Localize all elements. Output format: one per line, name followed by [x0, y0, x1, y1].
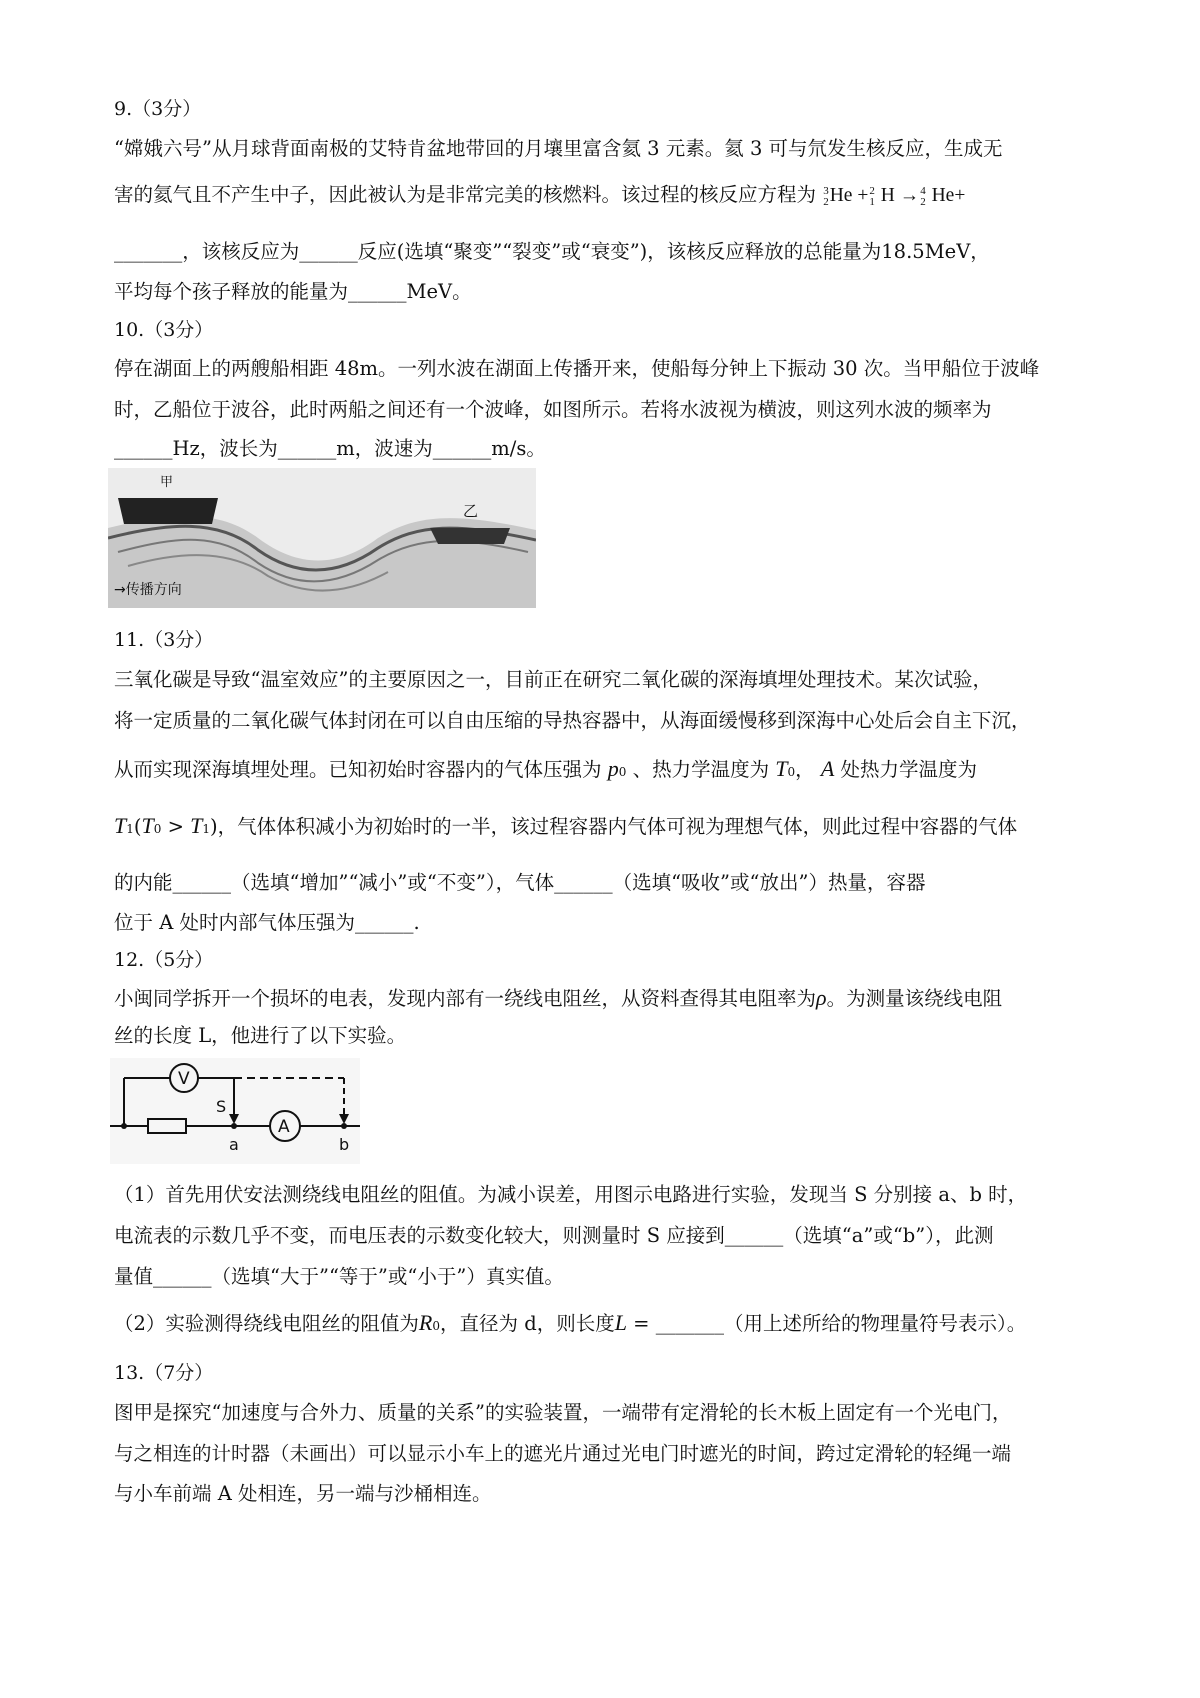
symbol-A: A	[820, 756, 835, 781]
eq-arrow: →	[899, 185, 920, 206]
q11-line-4	[114, 813, 1114, 842]
he3-mass-number: 3	[823, 184, 829, 197]
q11-line-5: 的内能______（选填“增加”“减小”或“不变”），气体______（选填“吸收”或“放出”）热量，容器	[114, 871, 926, 894]
q9-line-4: 平均每个孩子释放的能量为______MeV。	[114, 280, 472, 303]
boat-yi	[430, 528, 510, 544]
eq-plus-2: +	[954, 185, 966, 206]
q12-line-1-part-a: 小闽同学拆开一个损坏的电表，发现内部有一绕线电阻丝，从资料查得其电阻率为	[114, 987, 817, 1010]
he4-mass-number: 4	[920, 184, 926, 197]
h2-symbol: H	[880, 185, 895, 206]
point-a-label: a	[229, 1135, 239, 1154]
label-yi: 乙	[463, 502, 479, 520]
subscript-1: 1	[126, 822, 134, 836]
q11-line-1: 三氧化碳是导致“温室效应”的主要原因之一，目前正在研究二氧化碳的深海填埋处理技术。某次试验，	[114, 668, 992, 691]
switch-label: S	[216, 1097, 227, 1116]
he3-symbol: He	[829, 185, 853, 206]
q11-line-2: 将一定质量的二氧化碳气体封闭在可以自由压缩的导热容器中，从海面缓慢移到深海中心处后会自主下沉，	[114, 709, 1031, 732]
q9-line-3: _______，该核反应为______反应(选填“聚变”“裂变”或“衰变”)，该核反应释放的总能量为18.5MeV，	[114, 240, 990, 263]
subscript-0-R: 0	[432, 1319, 441, 1333]
symbol-p: p	[607, 756, 619, 781]
q12-part-1-line-2: 电流表的示数几乎不变，而电压表的示数变化较大，则测量时 S 应接到______（选填“a”或“b”），此测	[114, 1224, 994, 1247]
q12-line-1	[114, 985, 1114, 1012]
h2-charge-number: 1	[869, 195, 875, 208]
q12-part-1-line-3: 量值______（选填“大于”“等于”或“小于”）真实值。	[114, 1265, 564, 1288]
q12-part-2-b: ，直径为 d，则长度	[440, 1312, 615, 1335]
q9-line-1: “嫦娥六号”从月球背面南极的艾特肯盆地带回的月壤里富含氦 3 元素。氦 3 可与氘发生核反应，生成无	[114, 137, 1003, 160]
q11-line-3-part-a: 从而实现深海填埋处理。已知初始时容器内的气体压强为	[114, 758, 602, 781]
ammeter-label: A	[278, 1117, 290, 1137]
q12-part-1-line-1: （1）首先用伏安法测绕线电阻丝的阻值。为减小误差，用图示电路进行实验，发现当 S 分别接 a、b 时，	[114, 1183, 1028, 1206]
h2-mass-number: 2	[869, 184, 875, 197]
he4-symbol: He	[931, 185, 955, 206]
subscript-1-cond: 1	[202, 822, 211, 836]
label-propagation-direction: →传播方向	[114, 582, 182, 598]
paren-open: (	[133, 815, 142, 838]
q12-part-2-c: = _______（用上述所给的物理量符号表示）。	[626, 1312, 1027, 1335]
greater-than: >	[161, 815, 191, 838]
voltmeter-label: V	[178, 1069, 190, 1089]
q10-line-2: 时，乙船位于波谷，此时两船之间还有一个波峰，如图所示。若将水波视为横波，则这列水波的频率为	[114, 398, 992, 421]
q9-line-2-text: 害的氦气且不产生中子，因此被认为是非常完美的核燃料。该过程的核反应方程为	[114, 183, 817, 206]
water-wave-image	[108, 468, 536, 608]
symbol-rho: ρ	[816, 985, 827, 1010]
q12-line-2: 丝的长度 L，他进行了以下实验。	[114, 1024, 407, 1047]
symbol-R0: R	[418, 1310, 433, 1335]
q11-line-3	[114, 756, 1114, 785]
q11-line-4-text: ，气体体积减小为初始时的一半，该过程容器内气体可视为理想气体，则此过程中容器的气体	[217, 815, 1018, 838]
subscript-0-b: 0	[787, 765, 796, 779]
q9-line-2	[114, 182, 1114, 209]
q12-part-2	[114, 1310, 1114, 1339]
q12-part-2-a: （2）实验测得绕线电阻丝的阻值为	[114, 1312, 419, 1335]
q11-line-3-part-b: 、热力学温度为	[632, 758, 770, 781]
symbol-T1: T	[114, 813, 127, 838]
subscript-0: 0	[618, 765, 627, 779]
label-jia: 甲	[160, 475, 174, 490]
q13-header: 13.（7分）	[114, 1362, 214, 1384]
q9-header: 9.（3分）	[114, 98, 202, 120]
q11-line-3-part-d: 处热力学温度为	[840, 758, 978, 781]
circuit-svg	[110, 1058, 360, 1164]
circuit-diagram	[110, 1058, 360, 1164]
eq-plus: +	[857, 185, 869, 206]
q13-line-2: 与之相连的计时器（未画出）可以显示小车上的遮光片通过光电门时遮光的时间，跨过定滑轮的轻绳一端	[114, 1442, 1012, 1465]
q11-line-6: 位于 A 处时内部气体压强为______.	[114, 911, 420, 934]
comma: ，	[795, 758, 815, 781]
symbol-L: L	[614, 1310, 627, 1335]
q13-line-3: 与小车前端 A 处相连，另一端与沙桶相连。	[114, 1482, 492, 1505]
symbol-T0-cond: T	[141, 813, 154, 838]
q11-header: 11.（3分）	[114, 629, 214, 651]
q12-line-1-part-b: 。为测量该绕线电阻	[826, 987, 1003, 1010]
q12-header: 12.（5分）	[114, 949, 214, 971]
symbol-T0: T	[775, 756, 788, 781]
boat-jia	[118, 498, 218, 524]
he4-charge-number: 2	[920, 195, 926, 208]
subscript-0-cond: 0	[153, 822, 162, 836]
q13-line-1: 图甲是探究“加速度与合外力、质量的关系”的实验装置，一端带有定滑轮的长木板上固定有一个光电门，	[114, 1401, 1012, 1424]
symbol-T1-cond: T	[190, 813, 203, 838]
point-b-label: b	[339, 1135, 350, 1154]
paren-close: )	[210, 815, 218, 838]
he3-charge-number: 2	[823, 195, 829, 208]
water-wave-figure	[108, 468, 536, 608]
q10-line-1: 停在湖面上的两艘船相距 48m。一列水波在湖面上传播开来，使船每分钟上下振动 30 次。当甲船位于波峰	[114, 357, 1040, 380]
q10-header: 10.（3分）	[114, 319, 214, 341]
nuclear-equation	[822, 185, 965, 206]
q10-line-3: ______Hz，波长为______m，波速为______m/s。	[114, 437, 546, 460]
